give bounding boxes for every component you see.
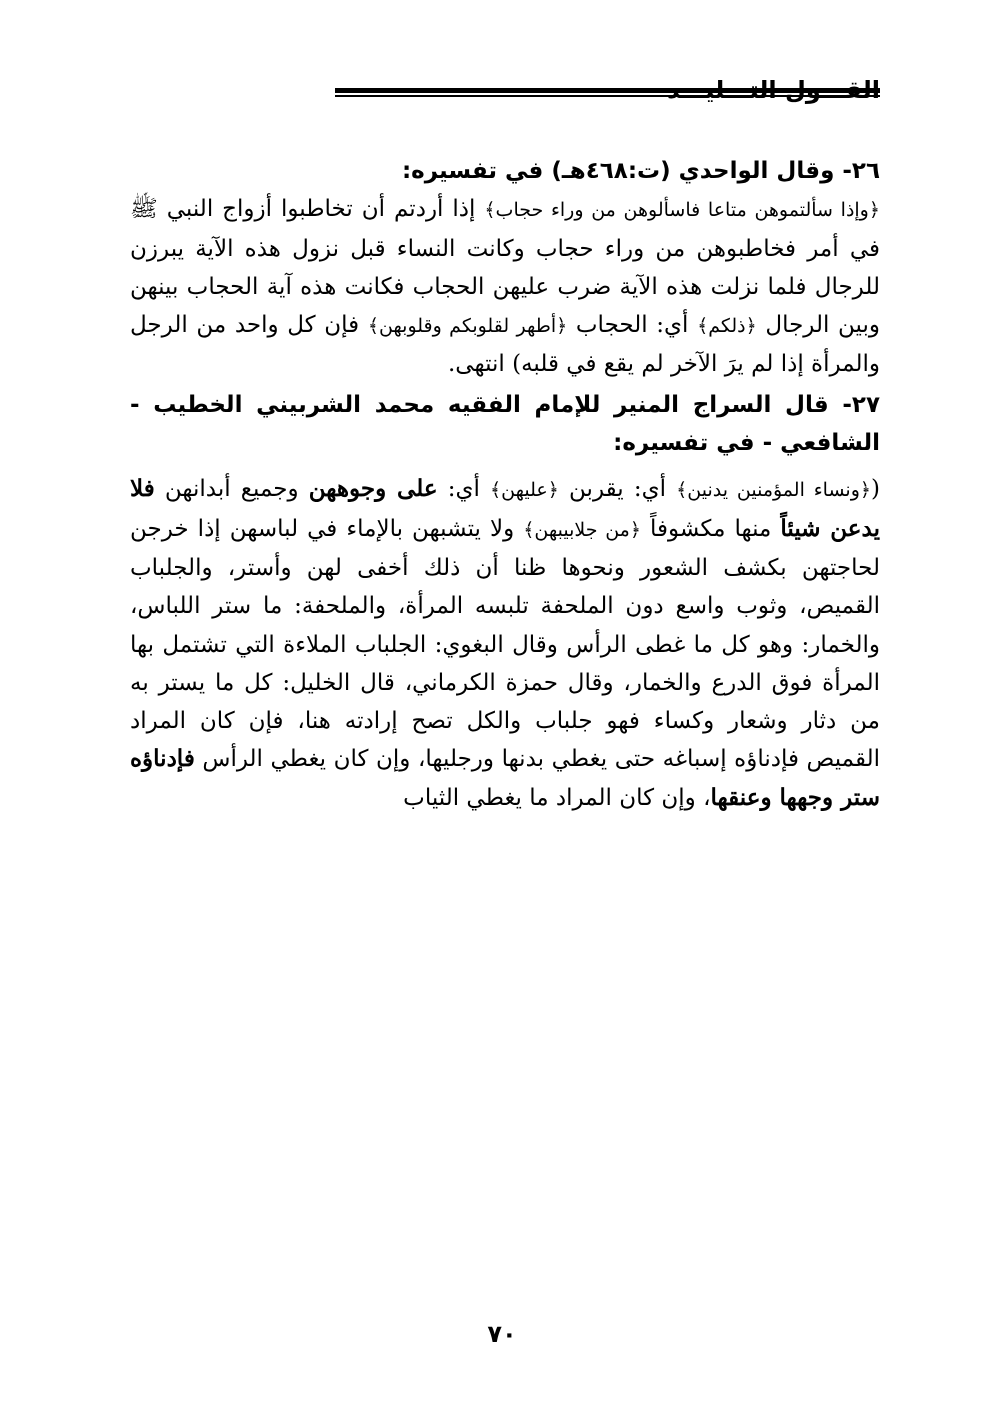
emphasized-text: على وجوههن (308, 475, 438, 503)
running-title: القـــول التـــليـــد (666, 76, 880, 104)
body-text: وجميع أبدانهن (154, 476, 309, 503)
quran-quote: ﴿ونساء المؤمنين يدنين﴾ (676, 479, 872, 502)
emphasized-text: فلا يدعن شيئاً (130, 475, 881, 542)
quran-quote: ﴿من جلابيبهن﴾ (523, 518, 641, 541)
page-body (130, 152, 880, 817)
body-text: ، وإن كان المراد ما يغطي الثياب (403, 784, 711, 811)
body-text: فإن كل واحد من الرجل والمرأة إذا لم يرَ الآخر لم يقع في قلبه) انتهى. (130, 312, 880, 378)
body-text: أي: (437, 476, 491, 503)
entry-27-text (130, 470, 880, 817)
body-text: إذا أردتم أن تخاطبوا أزواج النبي ﷺ في أمر فخاطبوهن من وراء حجاب وكانت النساء قبل نزول هذه الآية يبرزن للرجال فلما نزلت هذه الآية ضرب عليهن الحجاب فكانت هذه آية الحجاب بينهن وبين الرجال (130, 196, 880, 339)
quran-quote: ﴿أطهر لقلوبكم وقلوبهن﴾ (367, 315, 568, 338)
entry-26-heading: ٢٦- وقال الواحدي (ت:٤٦٨هـ) في تفسيره: (401, 158, 880, 184)
body-text: أي: الحجاب (567, 312, 698, 339)
body-text: ولا يتشبهن بالإماء في لباسهن إذا خرجن لحاجتهن بكشف الشعور ونحوها ظنا أن ذلك أخفى لهن وأستر، والجلباب القميص، وثوب واسع دون الملحفة تلبسه المرأة، والملحفة: ما ستر اللباس، والخمار: وهو كل ما غطى الرأس وقال البغوي: الجلباب الملاءة التي تشتمل بها المرأة فوق الدرع والخمار، وقال حمزة الكرماني، قال الخليل: كل ما يستر به من دثار وشعار وكساء فهو جلباب والكل تصح إرادته هنا، فإن كان المراد القميص فإدناؤه إسباغه حتى يغطي بدنها ورجليها، وإن كان يغطي الرأس (130, 515, 880, 773)
entry-27-heading: ٢٧- قال السراج المنير للإمام الفقيه محمد الشربيني الخطيب - الشافعي - في تفسيره: (130, 391, 880, 457)
quran-quote: ﴿وإذا سألتموهن متاعا فاسألوهن من وراء حجاب﴾ (484, 199, 880, 222)
page-number: ٧٠ (487, 1320, 517, 1348)
body-text: ( (871, 476, 880, 503)
body-text: منها مكشوفاً (640, 515, 781, 542)
entry-26-text (130, 190, 880, 383)
quran-quote: ﴿عليهن﴾ (490, 479, 559, 502)
emphasized-text: فإدناؤه ستر وجهها وعنقها (130, 745, 880, 811)
header-rule (335, 88, 880, 97)
body-text: أي: يقربن (558, 476, 677, 503)
page-header (128, 72, 880, 112)
quran-quote: ﴿ذلكم﴾ (697, 315, 757, 338)
